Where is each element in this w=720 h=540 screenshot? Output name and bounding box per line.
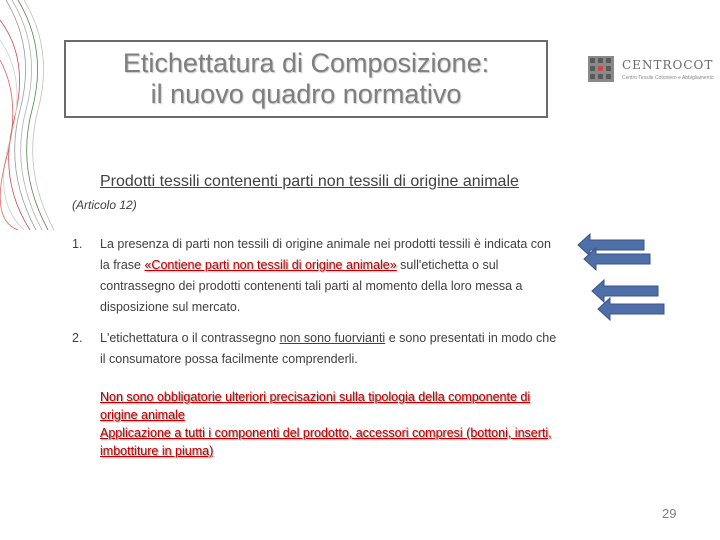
required-phrase: «Contiene parti non tessili di origine animale» [144, 258, 397, 272]
page-number: 29 [662, 506, 677, 521]
logo-subtitle: Centro Tessile Cotoniero e Abbigliamento [622, 75, 714, 81]
list-item-1 [72, 234, 562, 318]
left-arrow-icon [596, 296, 668, 322]
item-text-after: e sono presentati in modo che il consumatore possa facilmente comprenderli. [100, 331, 557, 366]
list-item-number: 2. [72, 331, 83, 345]
list-item-text [100, 328, 562, 370]
left-arrow-icon [582, 246, 654, 272]
item-text-after: sull'etichetta o sul contrassegno dei prodotti contenenti tali parti al momento della loro messa a disposizione sul mercato. [100, 258, 523, 314]
list-item-number: 1. [72, 237, 83, 251]
item-text-before: L'etichettatura o il contrassegno [100, 331, 280, 345]
centrocot-logo [586, 54, 714, 90]
underlined-phrase: non sono fuorvianti [279, 331, 386, 345]
article-reference: (Articolo 12) [72, 198, 137, 212]
notes-block [100, 388, 560, 460]
centrocot-logo-icon [586, 54, 616, 84]
item-text-before: La presenza di parti non tessili di origine animale nei prodotti tessili è indicata con la frase [100, 237, 551, 272]
logo-name: CENTROCOT [622, 58, 714, 72]
list-item-text [100, 234, 562, 318]
list-item-2 [72, 328, 562, 370]
slide-title-line-2: il nuovo quadro normativo [150, 79, 462, 109]
wave-lines-decoration [0, 0, 60, 230]
slide-title-box [64, 40, 548, 118]
slide-title-line-1: Etichettatura di Composizione: [122, 48, 490, 78]
note-1: Non sono obbligatorie ulteriori precisazioni sulla tipologia della componente di origine animale [100, 390, 531, 422]
note-2: Applicazione a tutti i componenti del prodotto, accessori compresi (bottoni, inserti, imbottiture in piuma) [100, 426, 552, 458]
section-heading: Prodotti tessili contenenti parti non tessili di origine animale [100, 173, 519, 190]
